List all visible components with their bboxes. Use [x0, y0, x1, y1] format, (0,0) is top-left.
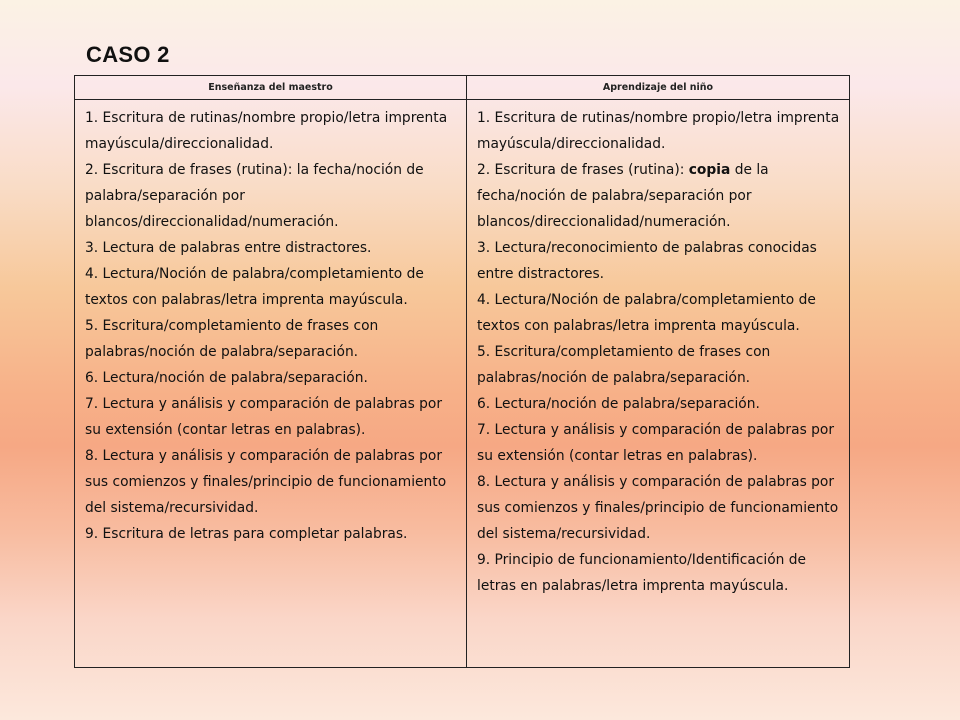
page-title: CASO 2 — [86, 42, 170, 67]
child-item-6: 6. Lectura/noción de palabra/separación. — [477, 396, 760, 412]
teacher-column — [75, 100, 467, 668]
teacher-item-6: 6. Lectura/noción de palabra/separación. — [85, 370, 368, 386]
header-child-learning: Aprendizaje del niño — [467, 76, 850, 100]
teacher-item-8: 8. Lectura y análisis y comparación de palabras por sus comienzos y finales/principio de funcionamiento del sistema/recursividad. — [85, 448, 447, 516]
child-item-9: 9. Principio de funcionamiento/Identificación de letras en palabras/letra imprenta mayúscula. — [477, 552, 807, 594]
child-item-2 — [477, 157, 843, 235]
teacher-item-3: 3. Lectura de palabras entre distractores. — [85, 240, 372, 256]
child-item-7: 7. Lectura y análisis y comparación de palabras por su extensión (contar letras en palabras). — [477, 422, 835, 464]
child-item-1: 1. Escritura de rutinas/nombre propio/letra imprenta mayúscula/direccionalidad. — [477, 110, 840, 152]
header-teacher-teaching: Enseñanza del maestro — [75, 76, 467, 100]
child-item-5: 5. Escritura/completamiento de frases con palabras/noción de palabra/separación. — [477, 344, 771, 386]
teacher-item-5: 5. Escritura/completamiento de frases con palabras/noción de palabra/separación. — [85, 318, 379, 360]
child-column — [467, 100, 850, 668]
child-item-8: 8. Lectura y análisis y comparación de palabras por sus comienzos y finales/principio de funcionamiento del sistema/recursividad. — [477, 474, 839, 542]
child-item-4: 4. Lectura/Noción de palabra/completamiento de textos con palabras/letra imprenta mayúscula. — [477, 292, 816, 334]
teacher-item-4: 4. Lectura/Noción de palabra/completamiento de textos con palabras/letra imprenta mayúscula. — [85, 266, 424, 308]
teacher-item-9: 9. Escritura de letras para completar palabras. — [85, 526, 408, 542]
teacher-item-1: 1. Escritura de rutinas/nombre propio/letra imprenta mayúscula/direccionalidad. — [85, 110, 448, 152]
teacher-item-7: 7. Lectura y análisis y comparación de palabras por su extensión (contar letras en palabras). — [85, 396, 443, 438]
table-body-row — [75, 100, 850, 668]
comparison-table — [74, 75, 850, 668]
child-item-2-text-after: de la fecha/noción de palabra/separación por blancos/direccionalidad/numeración. — [477, 162, 769, 230]
child-item-2-text-before: 2. Escritura de frases (rutina): — [477, 162, 689, 178]
table-header-row — [75, 76, 850, 100]
teacher-item-2: 2. Escritura de frases (rutina): la fecha/noción de palabra/separación por blancos/direccionalidad/numeración. — [85, 162, 424, 230]
child-item-3: 3. Lectura/reconocimiento de palabras conocidas entre distractores. — [477, 240, 817, 282]
child-item-2-emphasis: copia — [688, 162, 731, 178]
